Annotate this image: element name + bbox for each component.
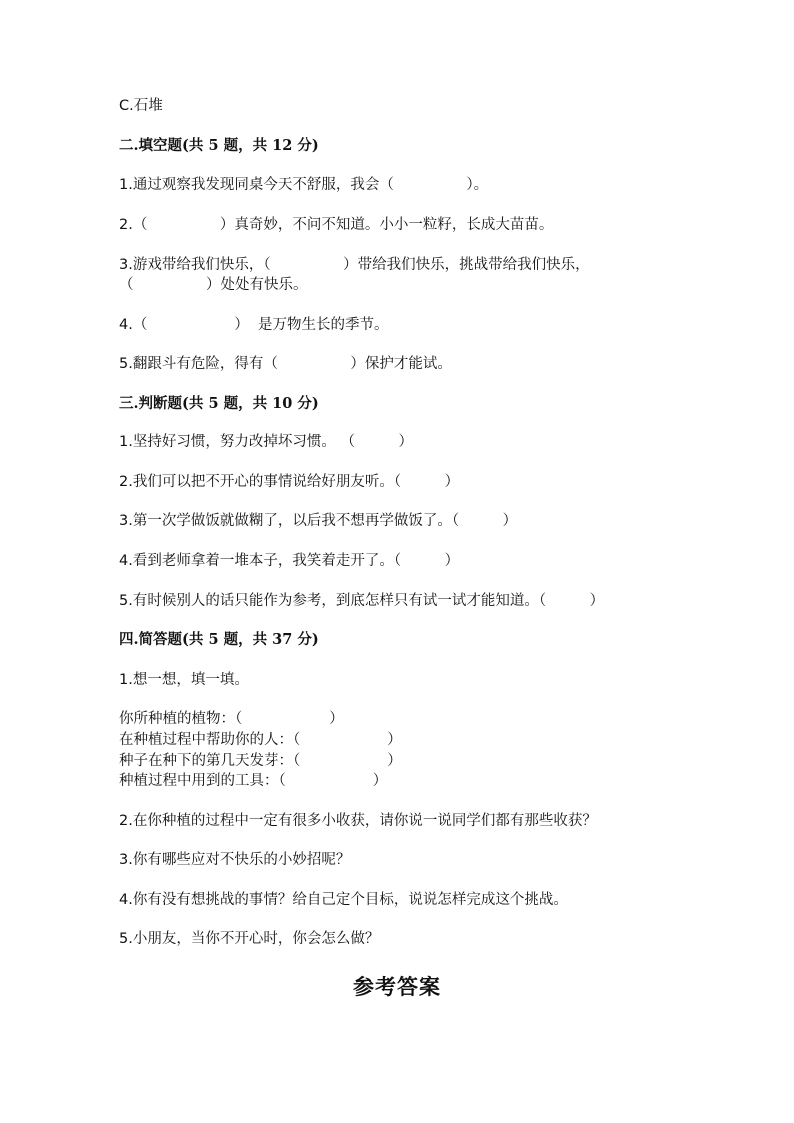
section-fill-blank-heading: 二.填空题(共 5 题，共 12 分): [119, 137, 319, 154]
fill-question-1: 1.通过观察我发现同桌今天不舒服，我会（ ）。: [119, 177, 489, 193]
short-question-1: 1.想一想，填一填。: [119, 672, 249, 688]
judge-question-3: 3.第一次学做饭就做糊了，以后我不想再学做饭了。（ ）: [119, 513, 518, 529]
short-question-5: 5.小朋友，当你不开心时，你会怎么做？: [119, 931, 380, 947]
short-question-4: 4.你有没有想挑战的事情？给自己定个目标，说说怎样完成这个挑战。: [119, 892, 568, 908]
short-question-2: 2.在你种植的过程中一定有很多小收获，请你说一说同学们都有那些收获？: [119, 813, 597, 829]
judge-question-1: 1.坚持好习惯，努力改掉坏习惯。 （ ）: [119, 434, 413, 450]
fill-question-3-line2: （ ）处处有快乐。: [119, 277, 308, 293]
judge-question-2: 2.我们可以把不开心的事情说给好朋友听。（ ）: [119, 474, 460, 490]
judge-question-4: 4.看到老师拿着一堆本子，我笑着走开了。（ ）: [119, 553, 460, 569]
section-judge-heading: 三.判断题(共 5 题，共 10 分): [119, 395, 319, 412]
fill-question-3-line1: 3.游戏带给我们快乐，（ ）带给我们快乐，挑战带给我们快乐，: [119, 257, 590, 273]
option-c: C.石堆: [119, 98, 163, 114]
short-question-1-helper: 在种植过程中帮助你的人：（ ）: [119, 732, 402, 748]
short-question-1-tools: 种植过程中用到的工具：（ ）: [119, 773, 388, 789]
short-question-1-sprout-day: 种子在种下的第几天发芽：（ ）: [119, 753, 402, 769]
answer-key-title: 参考答案: [353, 974, 441, 999]
fill-question-2: 2.（ ）真奇妙，不问不知道。小小一粒籽，长成大苗苗。: [119, 217, 554, 233]
judge-question-5: 5.有时候别人的话只能作为参考，到底怎样只有试一试才能知道。（ ）: [119, 593, 605, 609]
short-question-1-plant: 你所种植的植物：（ ）: [119, 711, 344, 727]
section-short-answer-heading: 四.简答题(共 5 题，共 37 分): [119, 631, 319, 648]
fill-question-4: 4.（ ） 是万物生长的季节。: [119, 317, 389, 333]
fill-question-5: 5.翻跟斗有危险，得有（ ）保护才能试。: [119, 356, 452, 372]
short-question-3: 3.你有哪些应对不快乐的小妙招呢？: [119, 852, 351, 868]
